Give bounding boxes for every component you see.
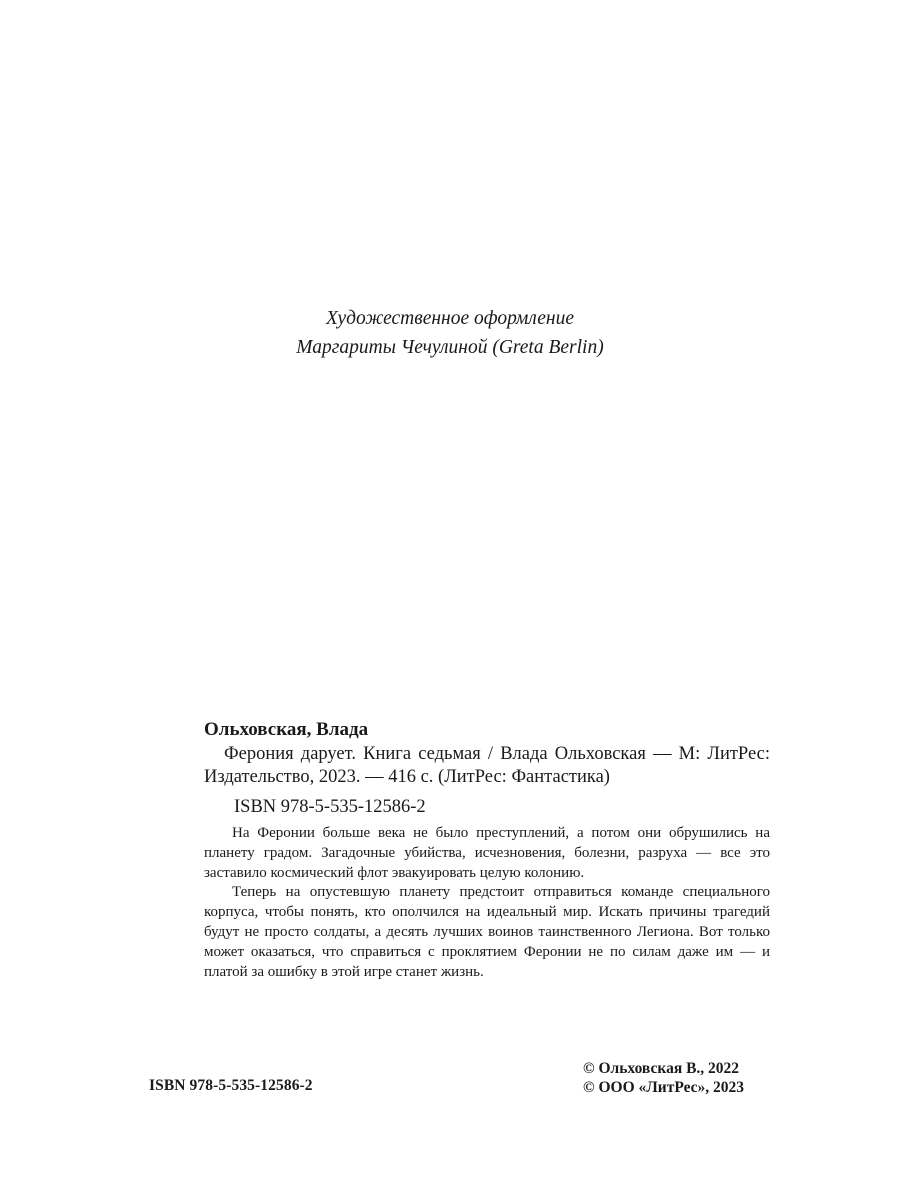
bibliographic-description: Ферония дарует. Книга седьмая / Влада Ольховская — М: ЛитРес: Издательство, 2023. — 416 с. (ЛитРес: Фантастика) [204,743,770,787]
annotation-paragraph-2: Теперь на опустевшую планету предстоит отправиться команде специального корпуса, чтобы понять, кто ополчился на идеальный мир. Искать причины трагедий будут не просто солдаты, а десять лучших воинов таинственного Легиона. Вот только может оказаться, что справиться с проклятием Феронии не по силам даже им — и платой за ошибку в этой игре станет жизнь. [204,884,770,980]
bibliographic-record [204,718,770,819]
footer-isbn: ISBN 978-5-535-12586-2 [149,1077,313,1094]
copyright-author: © Ольховская В., 2022 [583,1060,740,1077]
copyright-block [583,1059,744,1097]
credits-line-1: Художественное оформление [325,308,575,329]
record-isbn: ISBN 978-5-535-12586-2 [234,796,426,817]
credits-line-2: Маргариты Чечулиной (Greta Berlin) [296,337,604,358]
author-name: Ольховская, Влада [204,719,369,740]
annotation-paragraph-1: На Феронии больше века не было преступлений, а потом они обрушились на планету градом. Загадочные убийства, исчезновения, болезни, разруха — все это заставило космический флот эвакуировать целую колонию. [204,825,770,881]
annotation [204,824,770,982]
copyright-publisher: © ООО «ЛитРес», 2023 [583,1079,745,1096]
cover-design-credits [0,304,900,362]
